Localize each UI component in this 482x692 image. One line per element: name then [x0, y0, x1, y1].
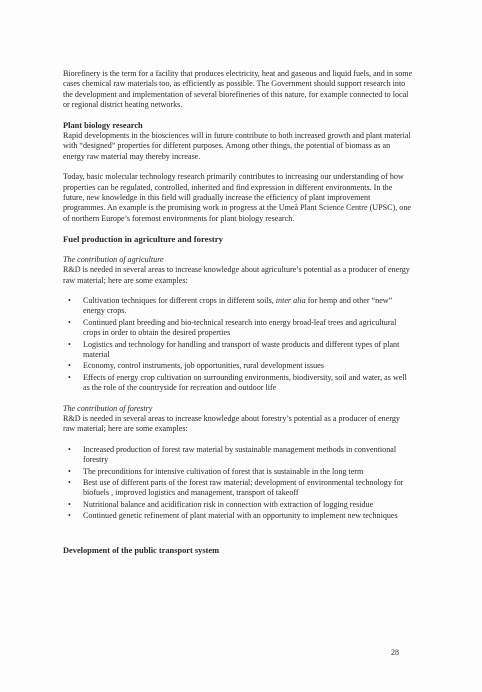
- bullet-icon: •: [68, 466, 71, 476]
- bullet-icon: •: [68, 295, 71, 305]
- bullet-icon: •: [68, 478, 71, 487]
- agriculture-intro: R&D is needed in several areas to increase knowledge about agriculture’s potential as a producer of energy raw material; here are some examples:: [63, 265, 410, 285]
- molecular-research-paragraph: Today, basic molecular technology research primarily contributes to increasing our understanding of how properties can be regulated, controlled, inherited and find expression in different environments. In the future, new knowledge in this field will gradually increase the efficiency of plant improvement programmes. An example is the promising work in progress at the Umeå Plant Science Centre (UPSC), one of northern Europe’s foremost environments for plant biology research.: [63, 172, 411, 223]
- list-item-text: Increased production of forest raw material by sustainable management methods in conventional forestry: [83, 444, 397, 465]
- bullet-icon: •: [68, 317, 71, 327]
- list-item-text: Cultivation techniques for different crops in different soils,: [83, 295, 276, 305]
- bullet-icon: •: [68, 339, 71, 349]
- forestry-subheading: The contribution of forestry: [63, 403, 153, 413]
- list-item: [63, 478, 413, 499]
- bullet-icon: •: [68, 361, 71, 371]
- forestry-list: [63, 445, 413, 522]
- bullet-icon: •: [68, 372, 71, 382]
- forestry-intro: R&D is needed in several areas to increase knowledge about forestry’s potential as a producer of energy raw material; here are some examples:: [63, 413, 400, 434]
- list-item: [63, 511, 413, 521]
- list-item-text: Economy, control instruments, job opportunities, rural development issues: [83, 361, 324, 371]
- list-item: [63, 361, 413, 371]
- transport-heading: Development of the public transport system: [63, 545, 220, 555]
- list-item: [63, 296, 413, 317]
- list-item: [63, 445, 413, 466]
- plant-biology-paragraph: Rapid developments in the biosciences will in future contribute to both increased growth and plant material with “designed” properties for different purposes. Among other things, the potential of biomass as an energy raw material may thereby increase.: [63, 131, 411, 161]
- bullet-icon: •: [68, 499, 71, 509]
- list-item-text: Nutritional balance and acidification risk in connection with extraction of logging residue: [83, 499, 374, 509]
- list-item-text: Continued genetic refinement of plant material with an opportunity to implement new techniques: [83, 511, 398, 521]
- fuel-production-heading: Fuel production in agriculture and forestry: [63, 234, 223, 245]
- list-item-emphasis: inter alia: [275, 295, 306, 305]
- list-item: [63, 373, 413, 394]
- agriculture-subheading: The contribution of agriculture: [63, 254, 164, 264]
- agriculture-list: [63, 296, 413, 394]
- page-content: [63, 69, 413, 556]
- list-item: [63, 340, 413, 361]
- list-item-text: The preconditions for intensive cultivation of forest that is sustainable in the long term: [83, 466, 364, 476]
- list-item-text: Continued plant breeding and bio-technical research into energy broad-leaf trees and agricultural crops in order to obtain the desired properties: [83, 317, 397, 338]
- list-item: [63, 500, 413, 510]
- plant-biology-heading: Plant biology research: [63, 120, 143, 130]
- biorefinery-paragraph: Biorefinery is the term for a facility that produces electricity, heat and gaseous and liquid fuels, and in some cases chemical raw materials too, as efficiently as possible. The Government should support research into the development and implementation of several biorefineries of this nature, for example connected to local or regional district heating networks.: [63, 69, 413, 110]
- section-spacer: [63, 532, 413, 546]
- page-number: 28: [391, 648, 399, 657]
- list-item: [63, 318, 413, 339]
- bullet-icon: •: [68, 511, 71, 521]
- bullet-icon: •: [68, 444, 71, 454]
- list-item-text-end: for hemp and other “new” energy crops.: [83, 295, 393, 316]
- list-item-text: Best use of different parts of the forest raw material; development of environmental technology for biofuels , improved logistics and management, transport of takeoff: [83, 478, 404, 498]
- list-item-text: Logistics and technology for handling and transport of waste products and different types of plant material: [83, 339, 400, 359]
- list-item: [63, 467, 413, 477]
- list-item-text: Effects of energy crop cultivation on surrounding environments, biodiversity, soil and water, as well as the role of the countryside for recreation and outdoor life: [83, 372, 407, 393]
